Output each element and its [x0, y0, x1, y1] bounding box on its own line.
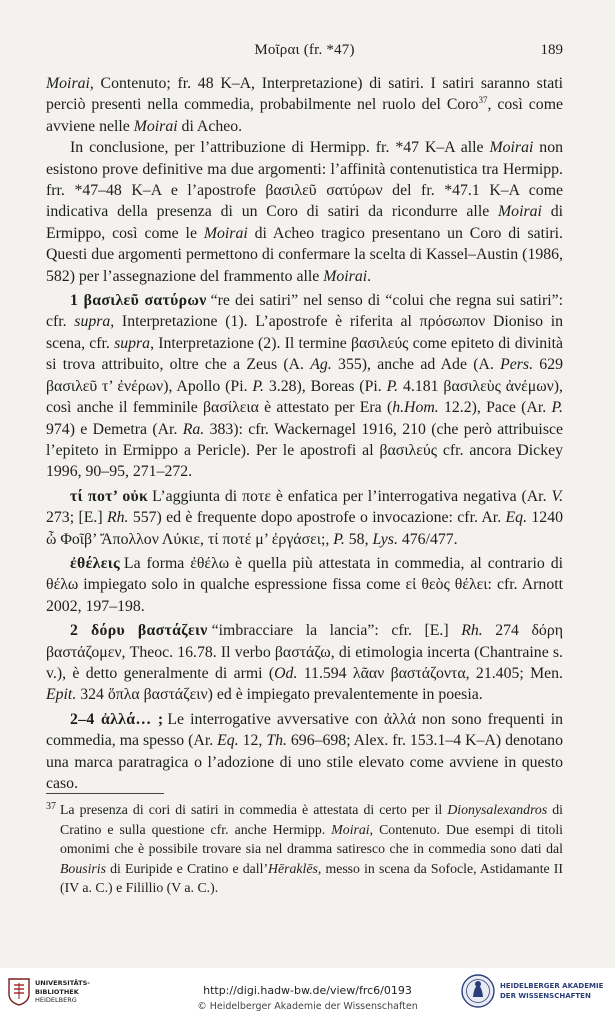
italic-run: Eq.	[505, 509, 528, 527]
digitization-footer	[0, 968, 615, 1017]
lemma-heading: ἐθέλεις	[70, 554, 120, 572]
italic-run: supra	[74, 313, 111, 331]
running-title: Μοῖραι (fr. *47)	[254, 42, 355, 58]
text-run: 3.28), Boreas (Pi.	[263, 377, 387, 395]
footnote-number: 37	[46, 801, 56, 812]
commentary-lemma-2-4	[46, 709, 563, 795]
italic-run: P.	[252, 377, 264, 395]
italic-run: Moirai	[498, 203, 542, 221]
footnote-ref[interactable]: 37	[478, 95, 488, 106]
text-run: “re dei satiri” nel senso di “colui che regna sui satiri”: cfr.	[46, 292, 563, 331]
text-run: non esistono prove definitive ma due argomenti: l’affinità contenutistica tra Hermipp. frr. *47–48 K–A e l’apostrofe βασιλεῦ σατύρων del fr. *47.1 K–A come indicativa della presenza di un Coro di satiri da ricondurre alle	[46, 139, 563, 221]
italic-run: P.	[386, 377, 399, 395]
text-run: , così come avviene nelle	[46, 96, 563, 135]
paragraph-intro	[46, 73, 563, 137]
commentary-lemma-2	[46, 620, 563, 706]
italic-run: Rh.	[106, 509, 129, 527]
italic-run: Eq.	[217, 732, 239, 750]
hadw-logo-line: DER WISSENSCHAFTEN	[500, 991, 591, 1000]
commentary-lemma-ethelei	[46, 553, 563, 617]
italic-run: Od.	[274, 664, 298, 682]
italic-run: Moirai	[133, 117, 178, 135]
text-run: In conclusione, per l’attribuzione di Hermipp. fr. *47 K–A alle	[70, 139, 490, 157]
text-run: di Ermippo, così come le	[46, 203, 563, 242]
italic-run: Moirai	[46, 75, 90, 92]
page-number: 189	[540, 42, 563, 58]
text-run: 383): cfr. Wackernagel 1916, 210 (che però attribuisce l’epiteto in Ermippo a Pericle). Per le apostrofi al βασιλεύς cfr. ancora Dickey 1996, 90–95, 271–272.	[46, 420, 563, 481]
footnote-separator	[46, 793, 164, 794]
lemma-heading: τί ποτ’ οὐκ	[70, 487, 149, 505]
italic-run: Pers.	[500, 356, 534, 374]
italic-run: Bousiris	[60, 860, 106, 876]
commentary-lemma-ti-pot-ouk	[46, 486, 563, 550]
text-run: 355), anche ad Ade (A.	[331, 356, 501, 374]
italic-run: Moirai	[489, 139, 534, 157]
text-run: L’aggiunta di ποτε è enfatica per l’interrogativa negativa (Ar.	[152, 487, 552, 505]
permalink-url[interactable]: http://digi.hadw-bw.de/view/frc6/0193	[203, 984, 412, 997]
academy-seal-icon	[461, 974, 495, 1008]
text-run: “imbracciare la lancia”: cfr. [E.]	[211, 622, 462, 640]
text-run: 324 ὅπλα βαστάζειν) ed è impiegato prevalentemente in poesia.	[76, 686, 483, 704]
ub-logo-line: UNIVERSITÄTS-	[35, 979, 90, 987]
italic-run: Moirai	[203, 224, 248, 242]
commentary-lemma-1	[46, 290, 563, 483]
italic-run: Ra.	[182, 420, 205, 438]
italic-run: Lys.	[372, 530, 398, 548]
text-run: 629 βασιλεῦ τ’ ἐνέρων), Apollo (Pi.	[46, 356, 564, 395]
copyright-notice: © Heidelberger Akademie der Wissenschaften	[197, 1001, 418, 1012]
text-run: 12,	[238, 732, 267, 750]
italic-run: Ag.	[310, 356, 332, 374]
text-run: , Contenuto; fr. 48 K–A, Interpretazione) di satiri. I satiri saranno stati perciò presenti nella commedia, probabilmente nel ruolo del Coro	[46, 75, 563, 114]
text-run: 4.181 βασιλεὺς ἀνέμων), così anche il femminile βασίλεια è attestato per Era (	[46, 377, 563, 417]
text-run: La presenza di cori di satiri in commedia è attestata di certo per il	[60, 802, 448, 817]
text-run: 12.2), Pace (Ar.	[438, 399, 552, 417]
italic-run: V.	[551, 487, 564, 505]
lemma-heading: 2–4 ἀλλά… ;	[70, 710, 164, 728]
text-run: La forma ἐθέλω è quella più attestata in commedia, al contrario di θέλω impiegato solo in qualche espressione fissa come εἰ θεὸς θέλει: cfr. Arnott 2002, 197–198.	[46, 554, 563, 615]
italic-run: Hēraklēs	[268, 860, 318, 876]
italic-run: Rh.	[461, 622, 483, 640]
text-run: 476/477.	[397, 530, 458, 548]
hadw-logo[interactable]	[461, 974, 609, 1010]
text-run: 974) e Demetra (Ar.	[46, 420, 183, 438]
text-run: di Acheo tragico presentano un Coro di satiri. Questi due argomenti permettono di confermare la scelta di Kassel–Austin (1986, 582) per l’assegnazione del frammento alle	[46, 224, 563, 285]
text-run: di Euripide e Cratino e dall’	[106, 860, 269, 876]
italic-run: P.	[551, 399, 563, 417]
hadw-logo-line: HEIDELBERGER AKADEMIE	[500, 982, 604, 990]
italic-run: Moirai	[331, 821, 370, 837]
italic-run: supra	[114, 334, 151, 352]
italic-run: Dionysalexandros	[447, 802, 548, 817]
italic-run: Th.	[266, 732, 287, 750]
text-run: Le interrogative avversative con ἀλλά non sono frequenti in commedia, ma spesso (Ar.	[46, 710, 563, 750]
paragraph-conclusion	[46, 137, 563, 287]
italic-run: Epit.	[46, 686, 77, 704]
text-run: , messo in scena da Sofocle, Astidamante II (IV a. C.) e Filillio (V a. C.).	[60, 860, 563, 895]
italic-run: h.Hom.	[392, 399, 439, 417]
text-run: , Interpretazione (1). L’apostrofe è riferita al πρόσωπον Dioniso in scena, cfr.	[46, 313, 563, 352]
lemma-heading: 2 δόρυ βαστάζειν	[70, 622, 208, 640]
ub-logo-line: HEIDELBERG	[35, 996, 77, 1005]
text-run: , Contenuto. Due esempi di titoli omonimi che è possibile trovare sia nel dramma satiresco che in commedia sono dati dal	[60, 821, 564, 856]
text-run: 58,	[344, 530, 373, 548]
page-header	[46, 42, 563, 62]
text-run: .	[367, 267, 372, 285]
text-run: 11.594 λᾶαν βαστάζοντα, 21.405; Men.	[297, 664, 563, 682]
ub-logo-line: BIBLIOTHEK	[35, 987, 79, 996]
text-run: di Cratino e sulla questione cfr. anche Hermipp.	[60, 802, 563, 837]
footnote-text	[46, 800, 563, 898]
text-run: 274 δόρη βαστάζομεν, Theoc. 16.78. Il verbo βαστάζω, di etimologia incerta (Chantraine s. v.), è detto generalmente di armi (	[46, 622, 563, 682]
text-run: 557) ed è frequente dopo apostrofe o invocazione: cfr. Ar.	[128, 509, 506, 527]
main-text	[46, 73, 563, 794]
italic-run: Moirai	[323, 267, 368, 285]
text-run: 1240 ὦ Φοῖβ’ Ἄπολλον Λύκιε, τί ποτέ μ’ ἐργάσει;,	[46, 509, 563, 548]
text-run: 696–698; Alex. fr. 153.1–4 K–A) denotano una marca paratragica o l’adozione di uno stile elevato come avviene in questo caso.	[46, 732, 563, 792]
text-run: di Acheo.	[177, 117, 243, 135]
text-run: 273; [E.]	[46, 509, 107, 527]
footnote-37	[46, 800, 563, 898]
italic-run: P.	[333, 530, 345, 548]
lemma-heading: 1 βασιλεῦ σατύρων	[70, 292, 207, 310]
text-run: , Interpretazione (2). Il termine βασιλεύς come epiteto di divinità si trova attribuito, oltre che a Zeus (A.	[46, 334, 563, 374]
